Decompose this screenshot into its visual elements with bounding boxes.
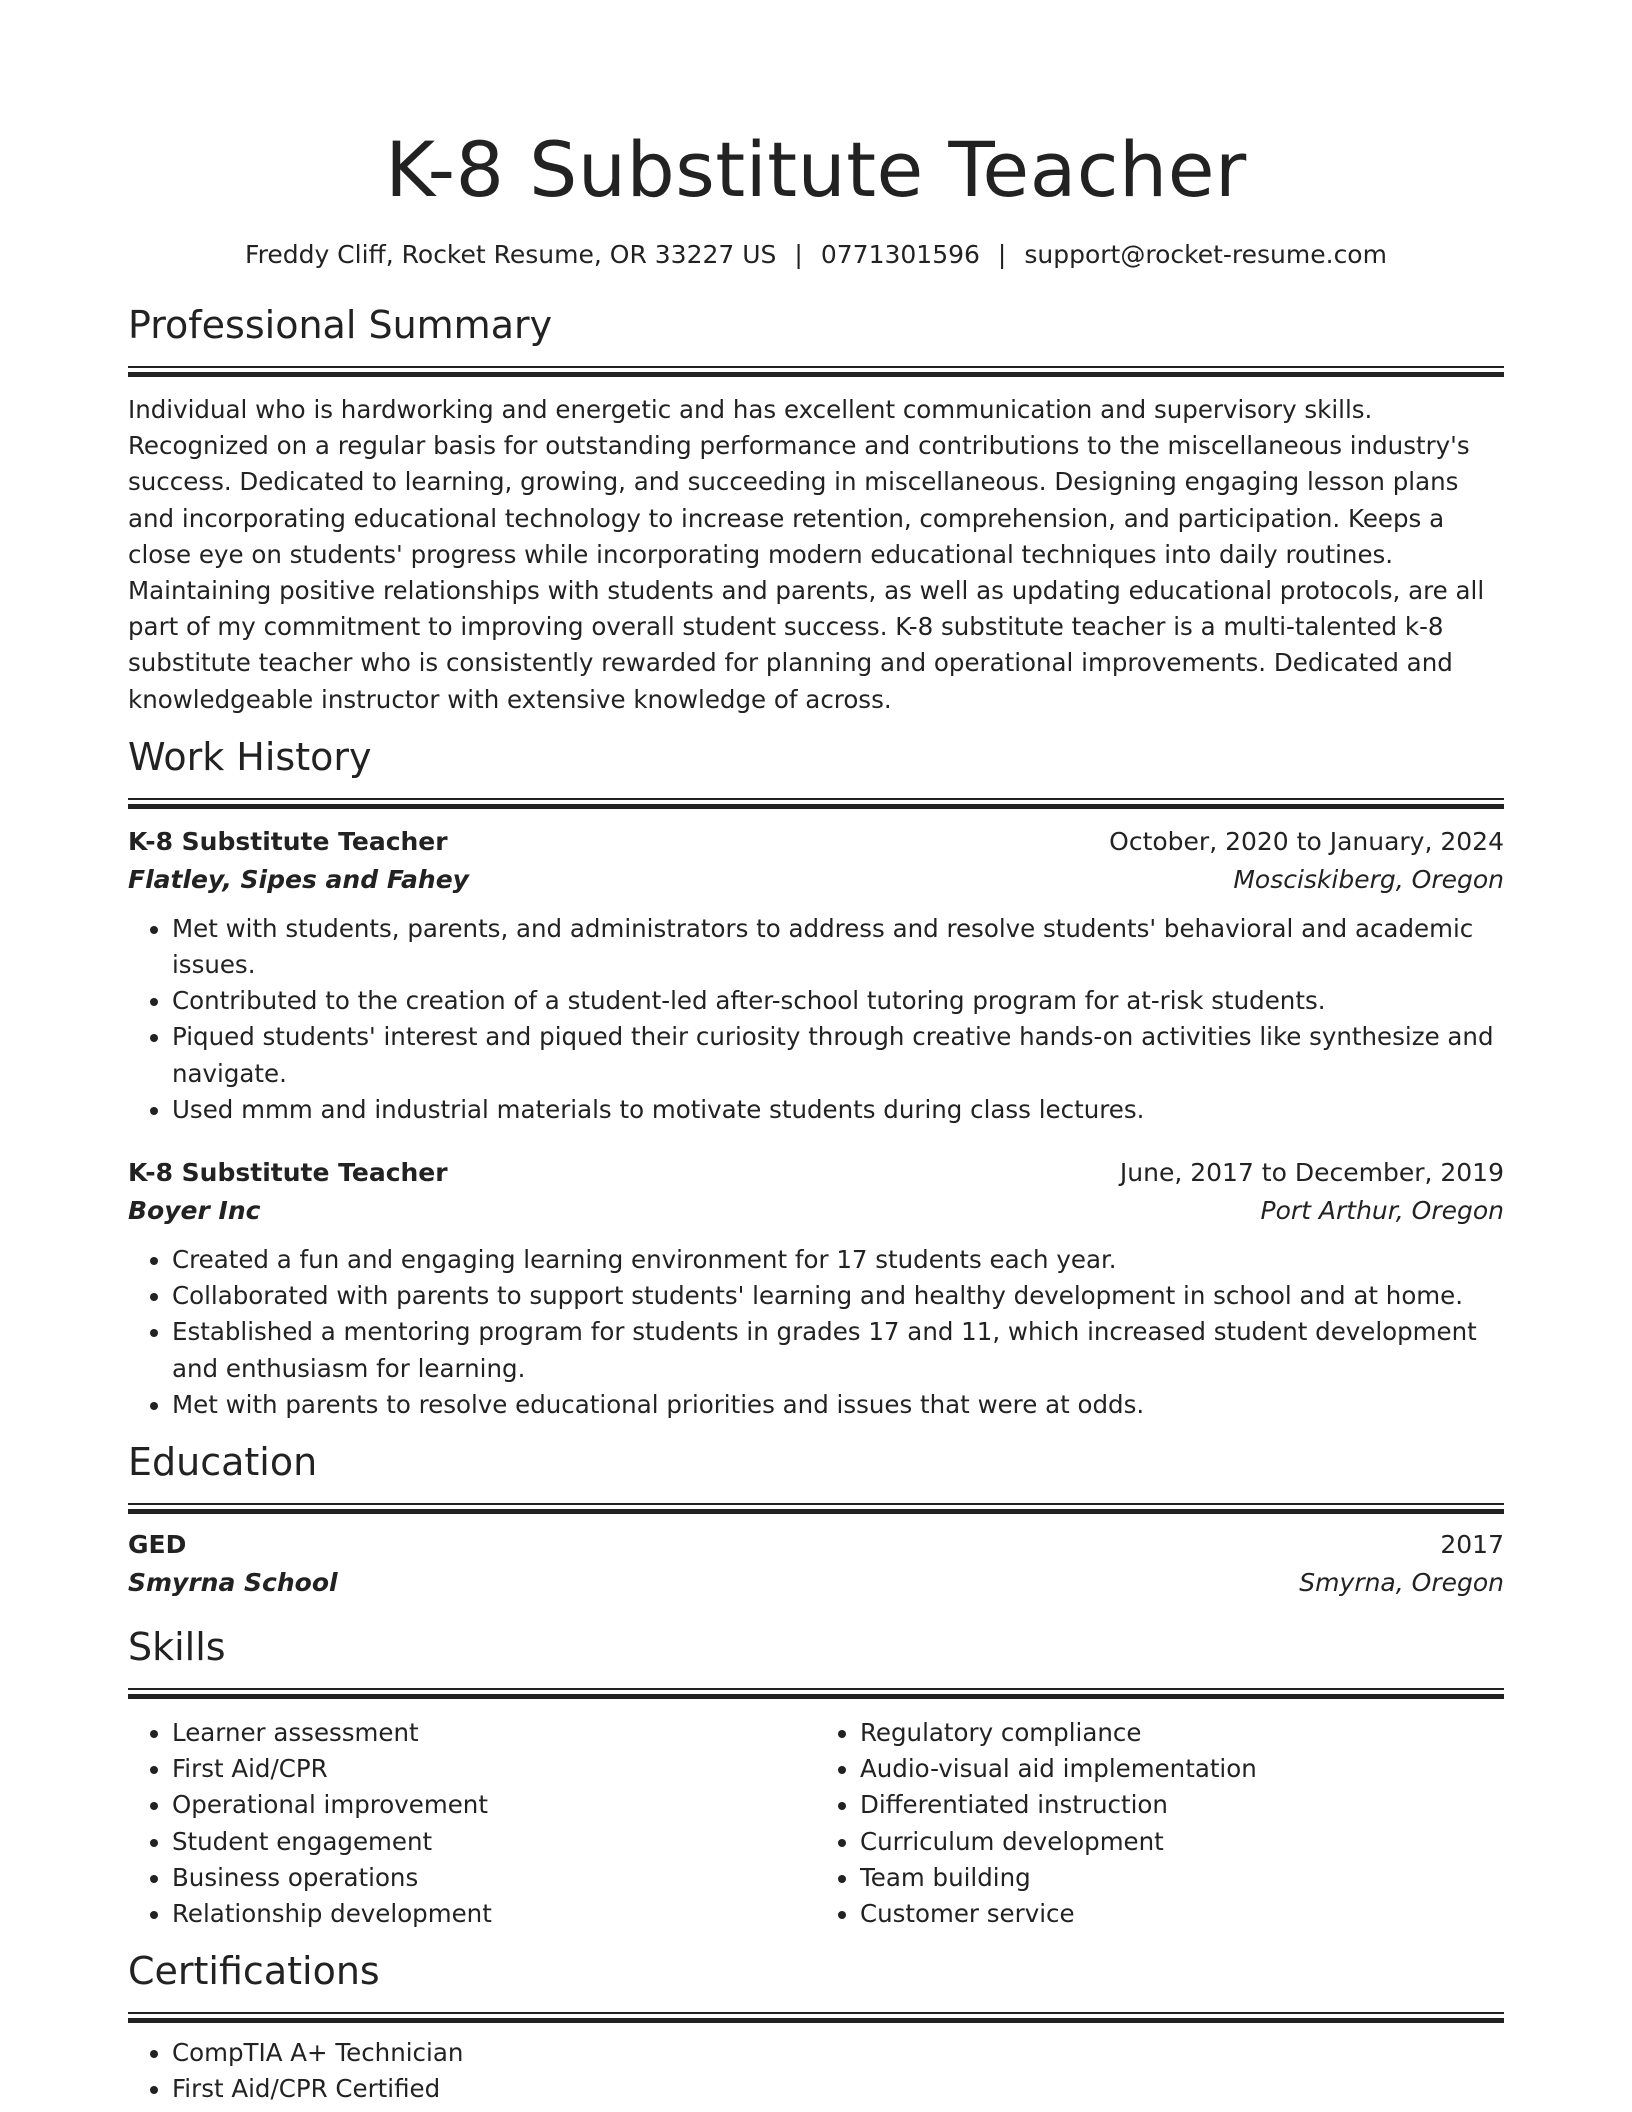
job-sub-row [128, 861, 1504, 899]
job-company: Flatley, Sipes and Fahey [128, 864, 469, 894]
section-divider [128, 1503, 1504, 1514]
contact-phone: 0771301596 [820, 240, 980, 269]
skill-item: • Team building [860, 1860, 1504, 1896]
education-section [128, 1437, 1504, 1602]
skill-item: • Audio-visual aid implementation [860, 1751, 1504, 1787]
summary-heading: Professional Summary [128, 303, 553, 347]
education-heading: Education [128, 1440, 318, 1485]
skills-list-right [816, 1715, 1504, 1932]
job-bullet-list [128, 1242, 1504, 1423]
skills-heading: Skills [128, 1625, 226, 1670]
education-header-row [128, 1526, 1504, 1564]
skill-item: • Learner assessment [172, 1715, 816, 1751]
job-bullet: • Collaborated with parents to support students' learning and healthy development in school and at home. [172, 1278, 1504, 1314]
job-bullet: • Contributed to the creation of a student-led after-school tutoring program for at-risk students. [172, 983, 1504, 1019]
education-location: Smyrna, Oregon [1299, 1568, 1504, 1598]
job-header-row [128, 1154, 1504, 1192]
contact-separator: | [794, 240, 803, 269]
job-entry [128, 1154, 1504, 1423]
certifications-heading: Certifications [128, 1949, 380, 1994]
education-sub-row [128, 1564, 1504, 1602]
skill-item: • Business operations [172, 1860, 816, 1896]
skill-item: • First Aid/CPR [172, 1751, 816, 1787]
job-bullet: • Met with parents to resolve educational priorities and issues that were at odds. [172, 1387, 1504, 1423]
job-header-row [128, 823, 1504, 861]
skill-item: • Customer service [860, 1896, 1504, 1932]
section-divider [128, 366, 1504, 377]
contact-separator: | [997, 240, 1007, 269]
contact-line [128, 238, 1504, 272]
job-bullet-list [128, 911, 1504, 1128]
skills-list-left [128, 1715, 816, 1932]
education-year: 2017 [1440, 1530, 1504, 1560]
job-bullet: • Created a fun and engaging learning environment for 17 students each year. [172, 1242, 1504, 1278]
job-bullet: • Used mmm and industrial materials to motivate students during class lectures. [172, 1092, 1504, 1128]
certifications-section [128, 1946, 1504, 2107]
job-title: K-8 Substitute Teacher [128, 1158, 448, 1188]
summary-section [128, 300, 1504, 718]
certification-item: • First Aid/CPR Certified [172, 2071, 1504, 2107]
job-dates: June, 2017 to December, 2019 [1119, 1158, 1504, 1188]
skills-grid [128, 1715, 1504, 1932]
skill-item: • Operational improvement [172, 1787, 816, 1823]
section-divider [128, 798, 1504, 809]
job-company: Boyer Inc [128, 1196, 261, 1226]
section-divider [128, 1688, 1504, 1699]
job-bullet: • Met with students, parents, and administrators to address and resolve students' behavioral and academic issues. [172, 911, 1504, 983]
skill-item: • Student engagement [172, 1824, 816, 1860]
job-dates: October, 2020 to January, 2024 [1109, 826, 1504, 856]
job-bullet: • Piqued students' interest and piqued their curiosity through creative hands-on activities like synthesize and navigate. [172, 1019, 1504, 1091]
resume-title: K-8 Substitute Teacher [385, 125, 1247, 214]
contact-email: support@rocket-resume.com [1024, 240, 1387, 269]
education-school: Smyrna School [128, 1568, 338, 1598]
section-divider [128, 2012, 1504, 2023]
job-sub-row [128, 1192, 1504, 1230]
work-history-heading: Work History [128, 734, 372, 779]
job-bullet: • Established a mentoring program for students in grades 17 and 11, which increased student development and enthusiasm for learning. [172, 1314, 1504, 1386]
job-location: Mosciskiberg, Oregon [1233, 864, 1504, 894]
skill-item: • Relationship development [172, 1896, 816, 1932]
education-degree: GED [128, 1530, 187, 1560]
certifications-list [128, 2035, 1504, 2107]
education-entry [128, 1526, 1504, 1602]
job-title: K-8 Substitute Teacher [128, 826, 448, 856]
job-entry [128, 823, 1504, 1128]
work-history-section [128, 732, 1504, 1423]
skill-item: • Curriculum development [860, 1824, 1504, 1860]
skills-section [128, 1622, 1504, 1932]
summary-text: Individual who is hardworking and energetic and has excellent communication and supervisory skills. Recognized on a regular basis for outstanding performance and contributions to the miscellaneous industry's success. Dedicated to learning, growing, and succeeding in miscellaneous. Designing engaging lesson plans and incorporating educational technology to increase retention, comprehension, and participation. Keeps a close eye on students' progress while incorporating modern educational techniques into daily routines. Maintaining positive relationships with students and parents, as well as updating educational protocols, are all part of my commitment to improving overall student success. K-8 substitute teacher is a multi-talented k-8 substitute teacher who is consistently rewarded for planning and operational improvements. Dedicated and knowledgeable instructor with extensive knowledge of across. [128, 395, 1485, 714]
certification-item: • CompTIA A+ Technician [172, 2035, 1504, 2071]
job-location: Port Arthur, Oregon [1260, 1196, 1504, 1226]
skill-item: • Differentiated instruction [860, 1787, 1504, 1823]
skill-item: • Regulatory compliance [860, 1715, 1504, 1751]
contact-address: Freddy Cliff, Rocket Resume, OR 33227 US [245, 240, 777, 269]
